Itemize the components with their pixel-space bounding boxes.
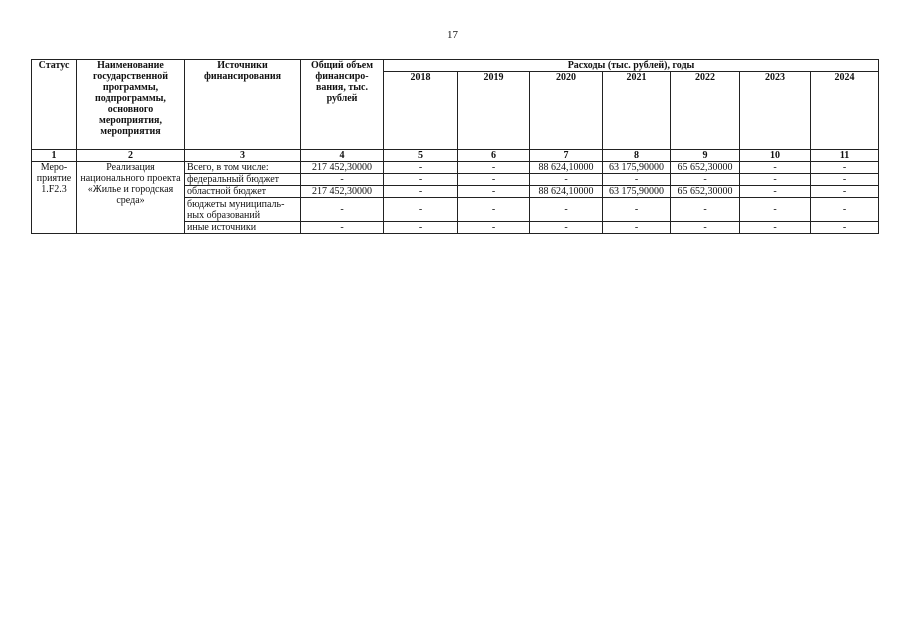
row-total: 217 452,30000 [301, 186, 384, 198]
row-total: 217 452,30000 [301, 162, 384, 174]
row-2021: 63 175,90000 [603, 186, 671, 198]
header-year-2020: 2020 [530, 72, 603, 150]
header-year-2021: 2021 [603, 72, 671, 150]
row-2019: - [458, 198, 530, 222]
column-number: 11 [811, 150, 879, 162]
row-2021: - [603, 174, 671, 186]
row-source: иные источники [185, 222, 301, 234]
row-2023: - [740, 162, 811, 174]
header-status: Статус [32, 60, 77, 150]
header-year-2018: 2018 [384, 72, 458, 150]
row-2018: - [384, 198, 458, 222]
row-total: - [301, 198, 384, 222]
row-2024: - [811, 222, 879, 234]
header-year-2019: 2019 [458, 72, 530, 150]
column-number: 1 [32, 150, 77, 162]
row-2018: - [384, 162, 458, 174]
row-2022: 65 652,30000 [671, 186, 740, 198]
row-2019: - [458, 174, 530, 186]
row-2021: - [603, 198, 671, 222]
header-year-2023: 2023 [740, 72, 811, 150]
item-name: Реализация национального проекта «Жилье и городская среда» [77, 162, 185, 234]
row-2022: - [671, 174, 740, 186]
row-2019: - [458, 222, 530, 234]
row-2022: - [671, 222, 740, 234]
table-row [32, 162, 879, 174]
page-number: 17 [447, 29, 458, 41]
column-number: 5 [384, 150, 458, 162]
column-number: 3 [185, 150, 301, 162]
column-number: 9 [671, 150, 740, 162]
item-status: Меро-приятие 1.F2.3 [32, 162, 77, 234]
row-2023: - [740, 186, 811, 198]
row-2022: 65 652,30000 [671, 162, 740, 174]
header-name: Наименование государственной программы, подпрограммы, основного мероприятия, мероприятия [77, 60, 185, 150]
row-2020: - [530, 222, 603, 234]
row-2018: - [384, 222, 458, 234]
row-2018: - [384, 174, 458, 186]
row-2024: - [811, 186, 879, 198]
row-source: федеральный бюджет [185, 174, 301, 186]
column-number: 2 [77, 150, 185, 162]
column-number: 6 [458, 150, 530, 162]
column-number: 7 [530, 150, 603, 162]
row-source: областной бюджет [185, 186, 301, 198]
row-2021: 63 175,90000 [603, 162, 671, 174]
column-number-row [32, 150, 879, 162]
header-year-2022: 2022 [671, 72, 740, 150]
row-2024: - [811, 198, 879, 222]
row-2020: 88 624,10000 [530, 162, 603, 174]
row-2019: - [458, 186, 530, 198]
header-expenses: Расходы (тыс. рублей), годы [384, 60, 879, 72]
row-2021: - [603, 222, 671, 234]
row-2023: - [740, 198, 811, 222]
row-2024: - [811, 162, 879, 174]
column-number: 10 [740, 150, 811, 162]
header-year-2024: 2024 [811, 72, 879, 150]
row-source: Всего, в том числе: [185, 162, 301, 174]
budget-table [31, 59, 879, 234]
row-total: - [301, 174, 384, 186]
column-number: 8 [603, 150, 671, 162]
row-2022: - [671, 198, 740, 222]
row-2024: - [811, 174, 879, 186]
row-2019: - [458, 162, 530, 174]
header-sources: Источники финансирования [185, 60, 301, 150]
row-total: - [301, 222, 384, 234]
row-2020: - [530, 198, 603, 222]
column-number: 4 [301, 150, 384, 162]
row-source: бюджеты муниципаль-ных образований [185, 198, 301, 222]
row-2020: - [530, 174, 603, 186]
row-2020: 88 624,10000 [530, 186, 603, 198]
header-total: Общий объем финансиро-вания, тыс. рублей [301, 60, 384, 150]
row-2023: - [740, 222, 811, 234]
row-2018: - [384, 186, 458, 198]
row-2023: - [740, 174, 811, 186]
